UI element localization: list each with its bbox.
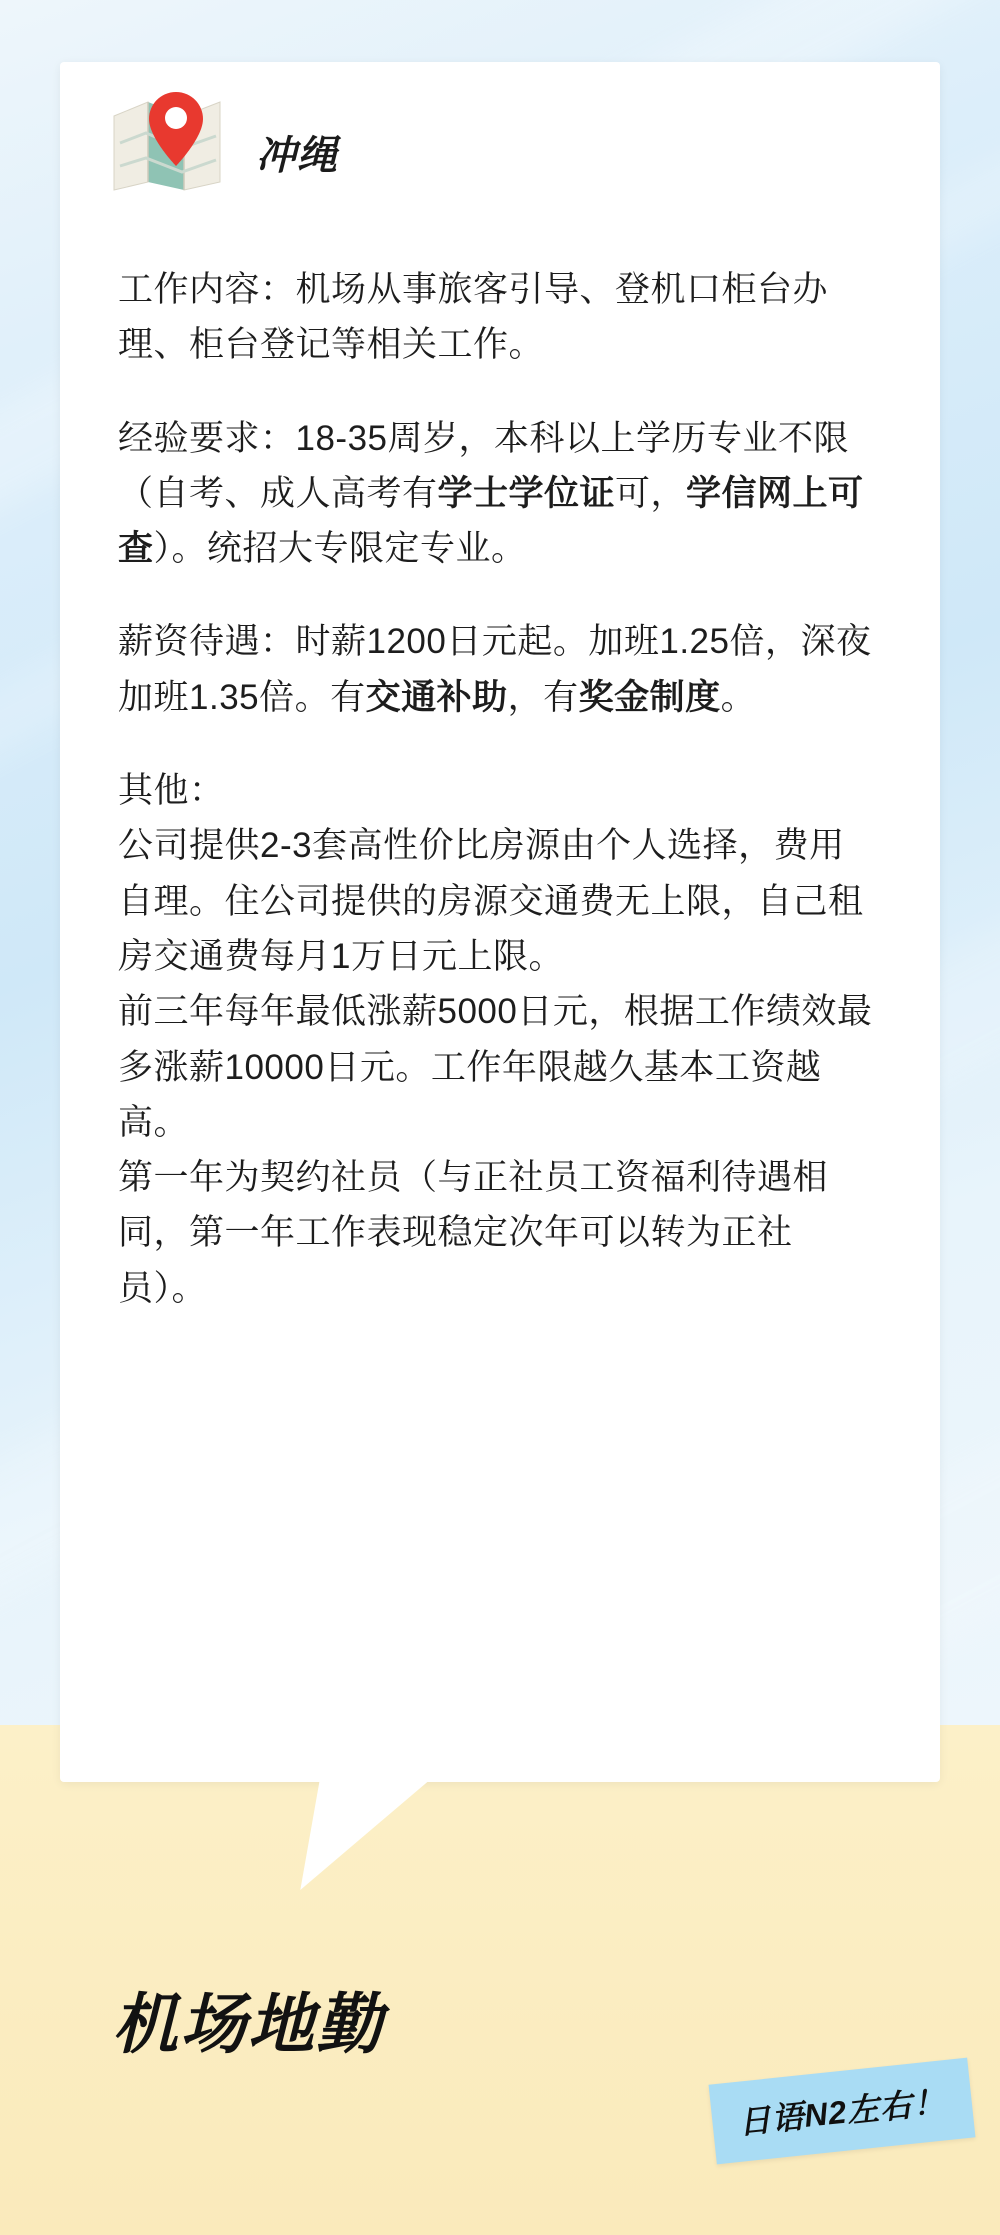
speech-bubble-tail (300, 1780, 429, 1890)
map-pin-icon (110, 88, 230, 194)
header (110, 88, 338, 194)
experience-text-1: 经验要求：18-35周岁，本科以上学历专业不限（自考、成人高考有 (118, 418, 850, 513)
paragraph-experience (118, 411, 878, 577)
other-label: 其他： (118, 771, 225, 811)
footer-title: 机场地勤 (112, 1987, 384, 2061)
experience-bold-1: 学士学位证 (437, 473, 616, 513)
other-line-1: 公司提供2-3套高性价比房源由个人选择，费用自理。住公司提供的房源交通费无上限，自己租房交通费每月1万日元上限。 (118, 826, 864, 976)
salary-bold-2: 奖金制度 (578, 677, 721, 717)
language-requirement-tag: 日语N2左右！ (709, 2058, 976, 2165)
band-gradient (0, 1725, 1000, 2235)
paragraph-other (118, 763, 878, 1316)
salary-text-3: 。 (720, 677, 757, 717)
salary-bold-1: 交通补助 (365, 677, 508, 717)
paragraph-job-content: 工作内容：机场从事旅客引导、登机口柜台办理、柜台登记等相关工作。 (118, 270, 829, 365)
other-line-2: 前三年每年最低涨薪5000日元，根据工作绩效最多涨薪10000日元。工作年限越久基本工资越高。 (118, 992, 873, 1142)
other-line-3: 第一年为契约社员（与正社员工资福利待遇相同，第一年工作表现稳定次年可以转为正社员）。 (118, 1158, 829, 1308)
body-text (118, 262, 878, 1316)
salary-text-1: 薪资待遇：时薪1200日元起。加班1.25倍，深夜加班1.35倍。有 (118, 622, 872, 717)
bottom-yellow-band (0, 1725, 1000, 2235)
experience-bold-2: 学信网上可查 (118, 473, 864, 569)
location-label: 冲绳 (256, 134, 338, 178)
experience-text-2: 可， (615, 473, 687, 513)
salary-text-2: ，有 (507, 677, 579, 717)
experience-text-3: ）。统招大专限定专业。 (153, 529, 527, 569)
paragraph-salary (118, 614, 878, 725)
